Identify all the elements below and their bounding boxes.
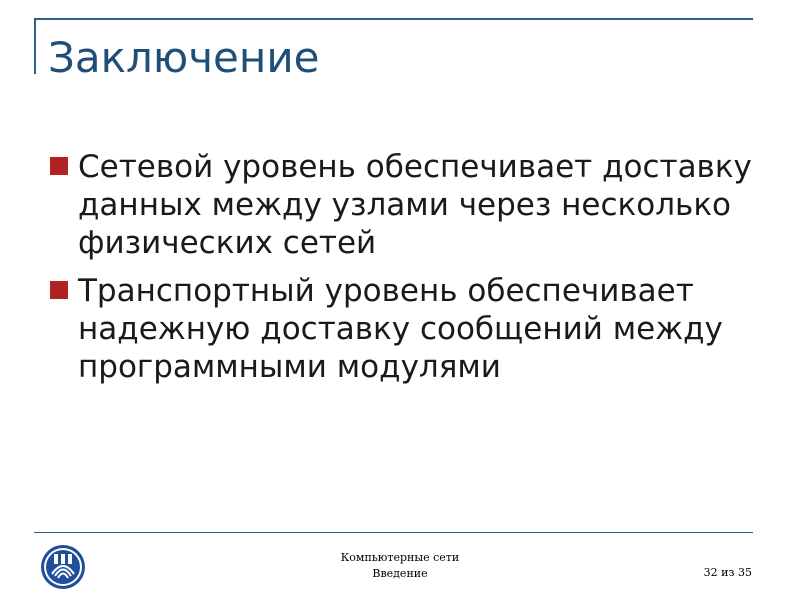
footer-course-info bbox=[300, 550, 500, 582]
bullet-text: Сетевой уровень обеспечивает доставку данных между узлами через несколько физических сетей bbox=[78, 149, 752, 261]
title-frame-top-line bbox=[34, 18, 753, 20]
footer-section-name: Введение bbox=[372, 567, 428, 580]
footer-course-name: Компьютерные сети bbox=[340, 551, 460, 564]
bullet-text: Транспортный уровень обеспечивает надежную доставку сообщений между программными модулями bbox=[78, 273, 723, 385]
square-bullet-icon bbox=[50, 157, 68, 175]
title-frame-left-line bbox=[34, 18, 36, 74]
page-number: 32 из 35 bbox=[703, 566, 752, 579]
bullet-list bbox=[48, 148, 753, 396]
square-bullet-icon bbox=[50, 281, 68, 299]
university-logo-icon bbox=[40, 544, 86, 590]
bullet-item bbox=[48, 148, 753, 262]
slide-title: Заключение bbox=[48, 33, 320, 82]
footer-divider bbox=[34, 532, 753, 533]
bullet-item bbox=[48, 272, 753, 386]
